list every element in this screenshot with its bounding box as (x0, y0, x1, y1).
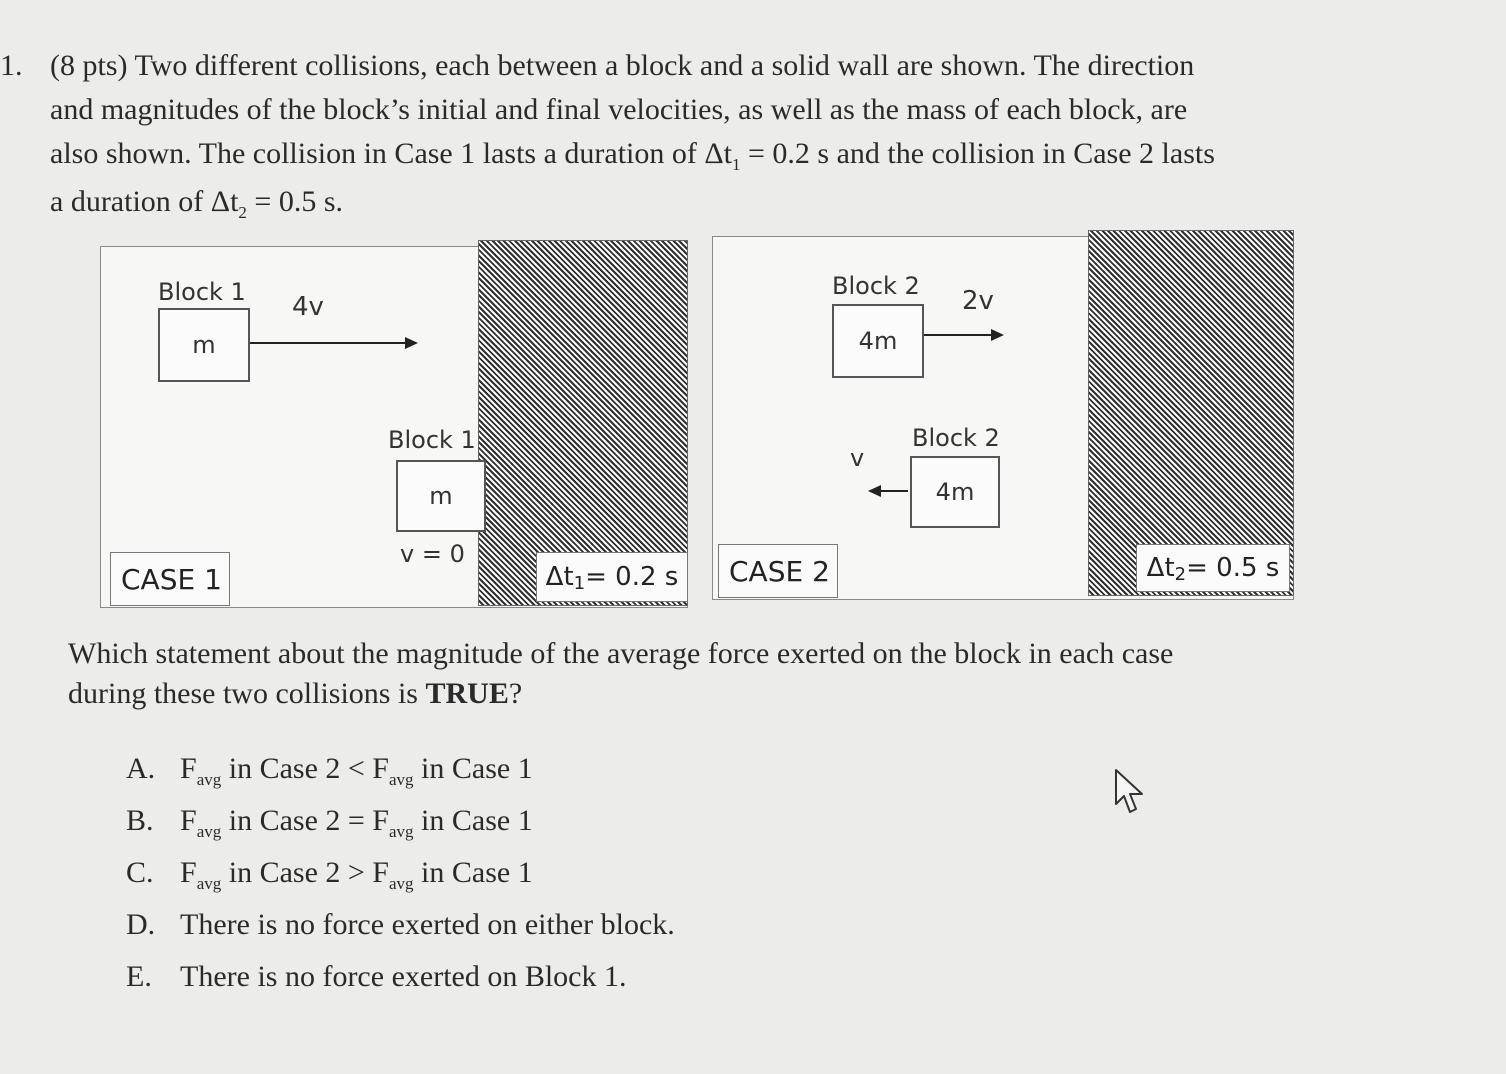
question-emphasis: TRUE (425, 677, 509, 710)
question-text (68, 634, 1368, 714)
block-mass: 4m (935, 478, 975, 506)
case1-label: CASE 1 (110, 552, 230, 606)
problem-line: (8 pts) Two different collisions, each between a block and a solid wall are shown. The direction (50, 49, 1195, 82)
right-arrow-icon (250, 342, 416, 344)
mouse-pointer-icon (1112, 768, 1152, 818)
case1-final-block-label: Block 1 (388, 426, 476, 454)
case2-final-block (910, 456, 1000, 528)
problem-line: and magnitudes of the block’s initial and final velocities, as well as the mass of each block, are (50, 93, 1188, 126)
case2-duration: Δt 2 = 0.5 s (1136, 544, 1290, 592)
case2-label: CASE 2 (718, 544, 838, 598)
question-line: Which statement about the magnitude of the average force exerted on the block in each case (68, 637, 1174, 670)
block-mass: m (192, 331, 216, 359)
choice-d[interactable]: D. There is no force exerted on either block. (126, 908, 675, 941)
case2-wall (1088, 230, 1294, 596)
case1-initial-block-label: Block 1 (158, 278, 246, 306)
problem-line: also shown. The collision in Case 1 lasts a duration of $\Delta t_1 = 0.2$ s and the collision in Case 2 lasts (50, 137, 1215, 174)
problem-number: 1. (0, 49, 23, 82)
choice-e[interactable]: E. There is no force exerted on Block 1. (126, 960, 627, 993)
block-mass: m (429, 482, 453, 510)
choice-c[interactable]: C. $F_{avg}$ in Case $2 > F_{avg}$ in Case 1 (126, 856, 533, 893)
question-line: during these two collisions is TRUE? (68, 677, 523, 710)
case1-final-block (396, 460, 486, 532)
case1-initial-block (158, 308, 250, 382)
block-mass: 4m (858, 327, 898, 355)
case1-duration: Δt 1 = 0.2 s (536, 552, 688, 602)
problem-line: a duration of $\Delta t_2 = 0.5$ s. (50, 185, 344, 222)
case2-initial-block-label: Block 2 (832, 272, 920, 300)
case1-final-velocity: v = 0 (400, 540, 465, 568)
case2-final-velocity: v (850, 444, 865, 472)
left-arrow-icon (870, 490, 908, 492)
right-arrow-icon (924, 334, 1002, 336)
choice-a[interactable]: A. $F_{avg}$ in Case $2 < F_{avg}$ in Case 1 (126, 752, 533, 789)
case2-initial-velocity: 2v (962, 286, 994, 316)
case2-initial-block (832, 304, 924, 378)
case2-final-block-label: Block 2 (912, 424, 1000, 452)
case1-initial-velocity: 4v (292, 292, 324, 322)
choice-b[interactable]: B. $F_{avg}$ in Case $2 = F_{avg}$ in Case 1 (126, 804, 533, 841)
